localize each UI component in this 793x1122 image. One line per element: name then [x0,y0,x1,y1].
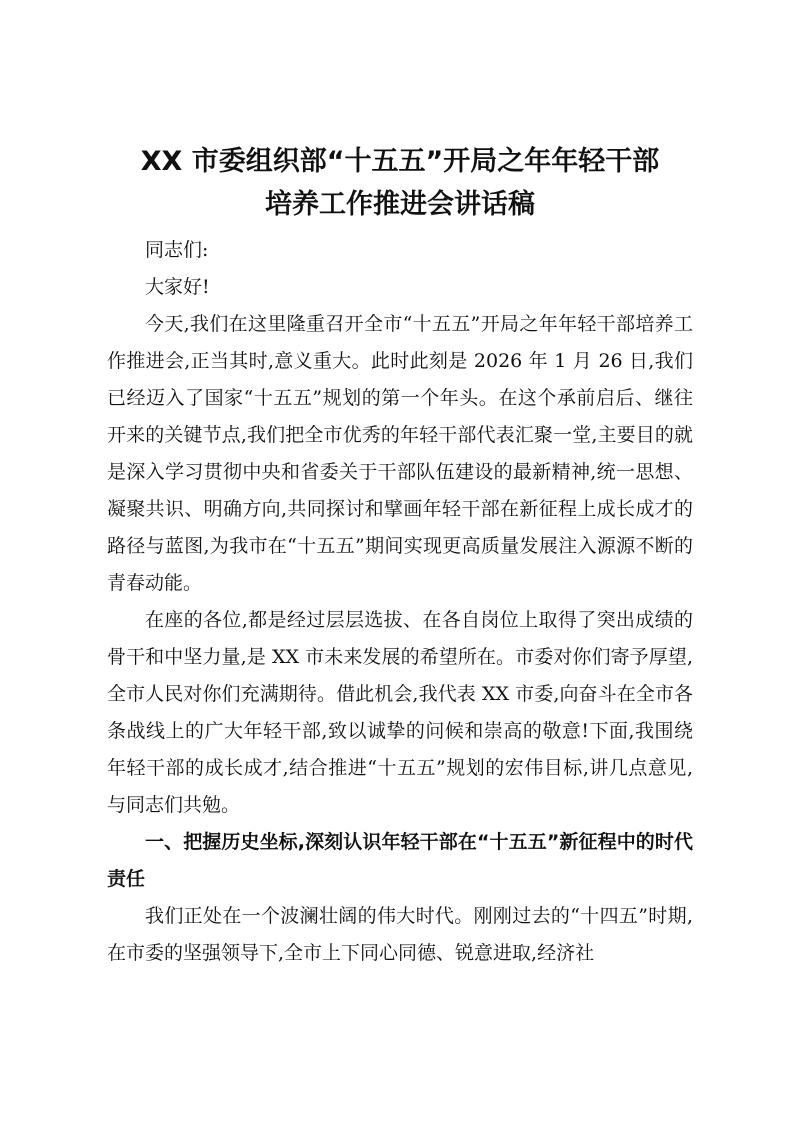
document-body [107,140,693,972]
section-heading-1: 一、把握历史坐标,深刻认识年轻干部在“十五五”新征程中的时代责任 [107,831,693,890]
salutation: 同志们: [145,239,209,261]
paragraph-opening: 今天,我们在这里隆重召开全市“十五五”开局之年年轻干部培养工作推进会,正当其时,意义重大。此时此刻是 2026 年 1 月 26 日,我们已经迈入了国家“十五五”规划的第一个年头。在这个承前启后、继往开来的关键节点,我们把全市优秀的年轻干部代表汇聚一堂,主要目的就是深入学习贯彻中央和省委关于干部队伍建设的最新精神,统一思想、凝聚共识、明确方向,共同探讨和擘画年轻干部在新征程上成长成才的路径与蓝图,为我市在“十五五”期间实现更高质量发展注入源源不断的青春动能。 [107,313,693,594]
title-line-2: 培养工作推进会讲话稿 [265,189,535,220]
title-line-1: XX 市委组织部“十五五”开局之年年轻干部 [140,146,660,177]
section-1-paragraph: 我们正处在一个波澜壮阔的伟大时代。刚刚过去的“十四五”时期,在市委的坚强领导下,全市上下同心同德、锐意进取,经济社 [107,905,693,964]
greeting: 大家好! [145,276,210,298]
document-title [107,140,693,226]
paragraph-greetings: 在座的各位,都是经过层层选拔、在各自岗位上取得了突出成绩的骨干和中坚力量,是 XX 市未来发展的希望所在。市委对你们寄予厚望,全市人民对你们充满期待。借此机会,我代表 XX 市委,向奋斗在全市各条战线上的广大年轻干部,致以诚挚的问候和崇高的敬意!下面,我围绕年轻干部的成长成才,结合推进“十五五”规划的宏伟目标,讲几点意见,与同志们共勉。 [107,609,693,816]
